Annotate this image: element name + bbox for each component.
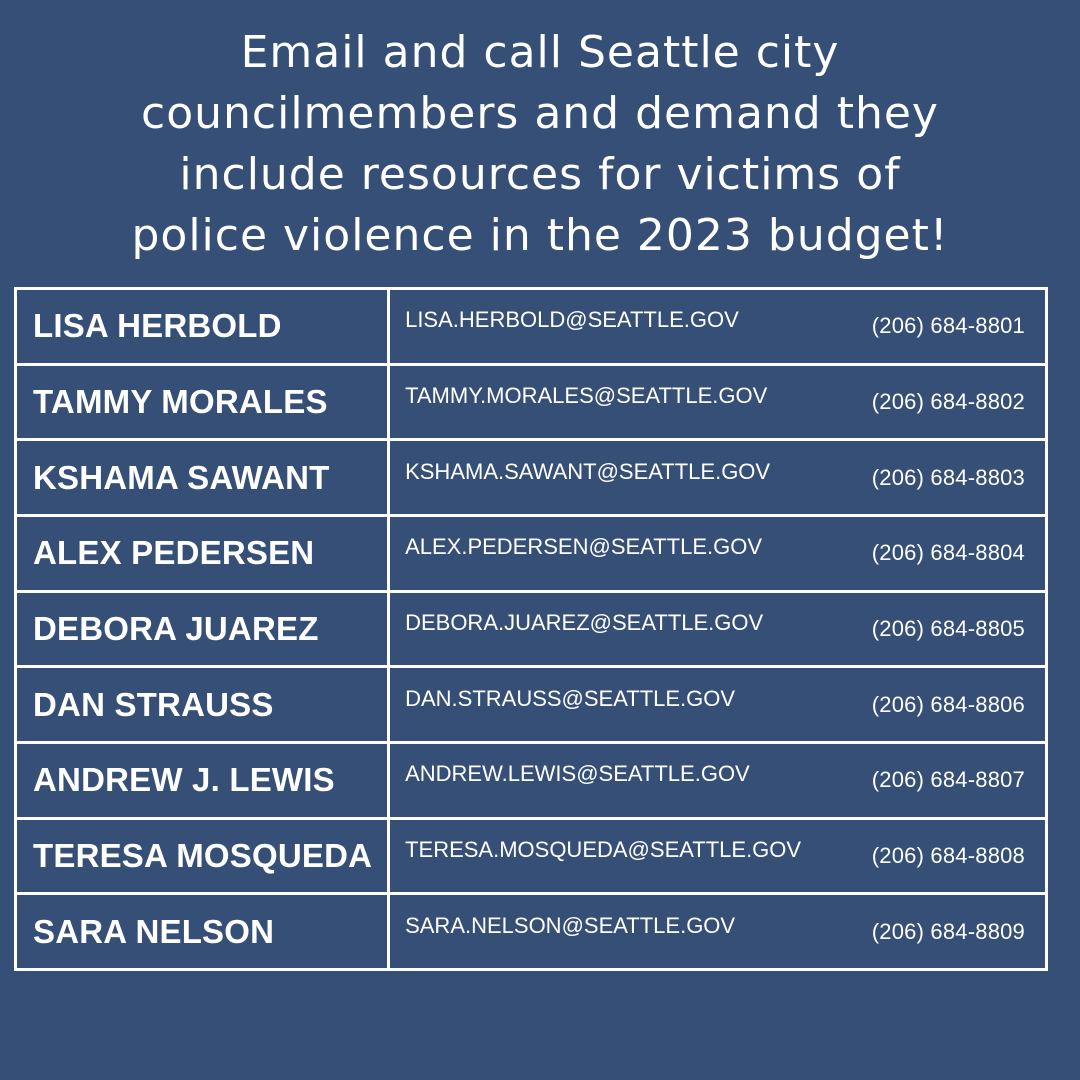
member-name: DAN STRAUSS: [16, 667, 389, 743]
member-phone: (206) 684-8803: [871, 464, 1025, 490]
table-row: [16, 818, 1047, 894]
headline-line: include resources for victims of: [179, 149, 901, 200]
table-row: [16, 515, 1047, 591]
member-email: ALEX.PEDERSEN@SEATTLE.GOV: [405, 534, 762, 560]
table-row: [16, 894, 1047, 970]
member-phone: (206) 684-8805: [871, 615, 1025, 641]
table-row: [16, 440, 1047, 516]
table-row: [16, 742, 1047, 818]
member-email: LISA.HERBOLD@SEATTLE.GOV: [405, 307, 739, 333]
member-contact-cell: [389, 515, 1047, 591]
member-phone: (206) 684-8807: [871, 767, 1025, 793]
headline-line: police violence in the 2023 budget!: [131, 210, 949, 261]
member-contact-cell: [389, 818, 1047, 894]
member-name: ALEX PEDERSEN: [16, 515, 389, 591]
member-phone: (206) 684-8802: [871, 388, 1025, 414]
headline: [0, 22, 1080, 266]
member-name: TERESA MOSQUEDA: [16, 818, 389, 894]
member-name: LISA HERBOLD: [16, 289, 389, 365]
member-email: SARA.NELSON@SEATTLE.GOV: [405, 912, 736, 938]
member-phone: (206) 684-8801: [871, 313, 1025, 339]
member-email: KSHAMA.SAWANT@SEATTLE.GOV: [405, 458, 771, 484]
member-email: DAN.STRAUSS@SEATTLE.GOV: [405, 685, 736, 711]
member-name: DEBORA JUAREZ: [16, 591, 389, 667]
member-contact-cell: [389, 742, 1047, 818]
member-name: SARA NELSON: [16, 894, 389, 970]
member-contact-cell: [389, 667, 1047, 743]
member-contact-cell: [389, 289, 1047, 365]
member-email: TERESA.MOSQUEDA@SEATTLE.GOV: [405, 836, 802, 862]
member-contact-cell: [389, 894, 1047, 970]
member-contact-cell: [389, 591, 1047, 667]
member-phone: (206) 684-8804: [871, 540, 1025, 566]
council-contact-table: [14, 287, 1048, 971]
member-phone: (206) 684-8806: [871, 691, 1025, 717]
member-name: KSHAMA SAWANT: [16, 440, 389, 516]
member-name: ANDREW J. LEWIS: [16, 742, 389, 818]
member-contact-cell: [389, 364, 1047, 440]
table-row: [16, 289, 1047, 365]
member-phone: (206) 684-8808: [871, 842, 1025, 868]
member-email: DEBORA.JUAREZ@SEATTLE.GOV: [405, 609, 764, 635]
table-row: [16, 667, 1047, 743]
table-row: [16, 364, 1047, 440]
member-contact-cell: [389, 440, 1047, 516]
member-name: TAMMY MORALES: [16, 364, 389, 440]
member-email: ANDREW.LEWIS@SEATTLE.GOV: [405, 761, 750, 787]
table-row: [16, 591, 1047, 667]
headline-line: councilmembers and demand they: [141, 88, 939, 139]
headline-line: Email and call Seattle city: [240, 27, 840, 78]
member-email: TAMMY.MORALES@SEATTLE.GOV: [405, 382, 768, 408]
member-phone: (206) 684-8809: [871, 918, 1025, 944]
